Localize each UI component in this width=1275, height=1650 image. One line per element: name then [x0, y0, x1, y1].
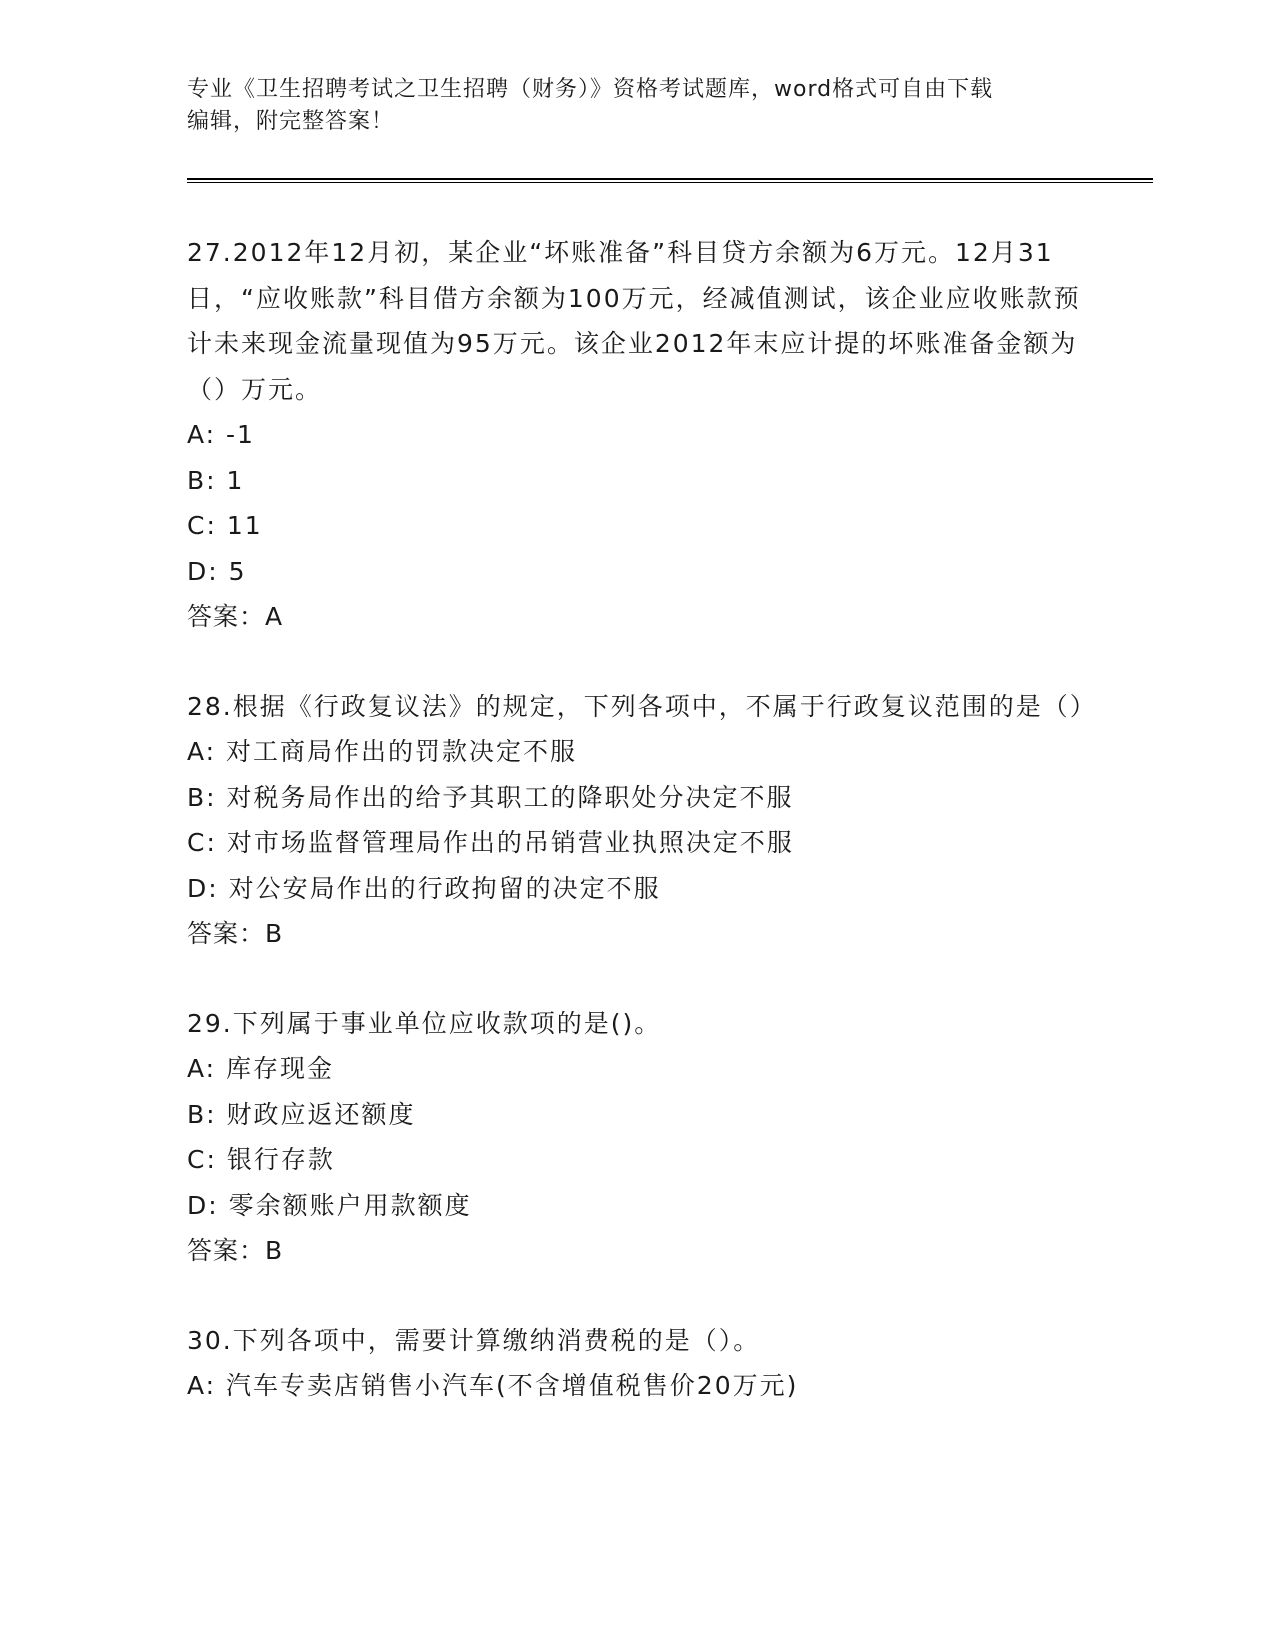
question-28 — [187, 684, 1097, 957]
question-stem: 28.根据《行政复议法》的规定，下列各项中，不属于行政复议范围的是（） — [187, 691, 1097, 721]
header-line-2: 编辑，附完整答案！ — [187, 109, 395, 134]
question-stem: 30.下列各项中，需要计算缴纳消费税的是（）。 — [187, 1325, 761, 1355]
option-b: B: 1 — [187, 465, 245, 495]
answer-label: 答案：B — [187, 1236, 284, 1265]
option-c: C: 11 — [187, 511, 263, 540]
question-27 — [187, 230, 1087, 640]
question-list — [187, 230, 1097, 1453]
option-a: A: 库存现金 — [187, 1054, 335, 1083]
option-d: D: 5 — [187, 556, 247, 586]
option-c: C: 银行存款 — [187, 1145, 335, 1174]
option-a: A: 汽车专卖店销售小汽车(不含增值税售价20万元) — [187, 1371, 799, 1400]
answer-label: 答案：A — [187, 602, 284, 631]
question-stem: 27.2012年12月初，某企业“坏账准备”科目贷方余额为6万元。12月31日，“应收账款”科目借方余额为100万元，经减值测试，该企业应收账款预计未来现金流量现值为95万元。该企业2012年末应计提的坏账准备金额为（）万元。 — [187, 238, 1081, 404]
question-30 — [187, 1318, 1087, 1409]
answer-label: 答案：B — [187, 919, 284, 948]
option-d: D: 零余额账户用款额度 — [187, 1190, 472, 1220]
option-d: D: 对公安局作出的行政拘留的决定不服 — [187, 873, 661, 903]
option-b: B: 财政应返还额度 — [187, 1099, 416, 1129]
document-header — [187, 74, 1067, 138]
header-divider — [187, 178, 1153, 183]
question-stem: 29.下列属于事业单位应收款项的是()。 — [187, 1008, 662, 1038]
option-a: A: -1 — [187, 420, 255, 449]
header-line-1: 专业《卫生招聘考试之卫生招聘（财务）》资格考试题库，word格式可自由下载 — [187, 77, 994, 102]
question-29 — [187, 1001, 1087, 1274]
option-c: C: 对市场监督管理局作出的吊销营业执照决定不服 — [187, 828, 794, 857]
option-b: B: 对税务局作出的给予其职工的降职处分决定不服 — [187, 782, 794, 812]
option-a: A: 对工商局作出的罚款决定不服 — [187, 737, 578, 766]
